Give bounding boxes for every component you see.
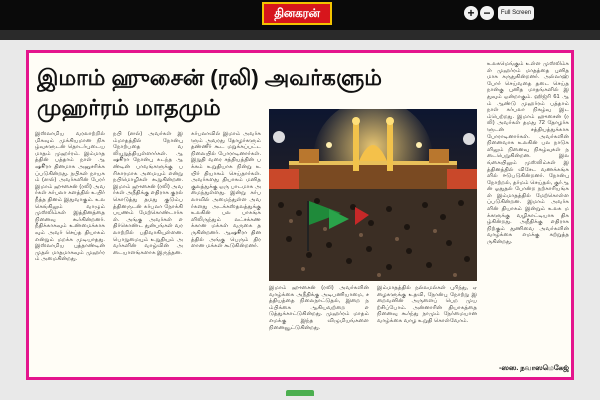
article-column-2: நபி (ஸல்) அவர்கள் இம்மாதத்தில் நோன்பு நோற்பதை வலியுறுத்தியுள்ளார்கள். ஆஷூரா நோன்பு கடந்த ஆண்டின் பாவங்களுக்கு பரிகாரமாக அமையும் என்று நபிமொழிகள் கூறுகின்றன. இமாம் ஹுசைன் (ரலி) அவர்கள் அநீதிக்கு எதிராக குரல் கொடுத்து தமது குடும்பத்தினருடன் கர்பலா நோக்கி பயணம் மேற்கொண்டார்கள். அங்கு அவர்கள் எதிர்கொண்ட துன்பங்கள் வரலாற்றில் பதிவாகியுள்ளன. பொறுமையும் உறுதியும் அவர்களின் வாழ்வின் அடையாளங்களாக இருந்தன. (113, 131, 183, 256)
zoom-in-button[interactable]: + (464, 6, 478, 20)
zoom-out-button[interactable]: − (480, 6, 494, 20)
article-column-4: இமாம் ஹுசைன் (ரலி) அவர்களின் வாழ்க்கை அநீதிக்கு அடிபணியாமை, சத்தியத்தை நிலைநாட்டுதல், இறை நம்பிக்கை ஆகியவற்றை எடுத்துக்காட்டுகின்றது. முஹர்ரம் மாதம் எமக்கு இந்த விழுமியங்களை நினைவூட்டுகின்றது. (269, 285, 369, 331)
article-column-6: உலகமெங்கும் உள்ள முஸ்லிம்கள் முஹர்ரம் மாதத்தை புனிதமாக கருதுகின்றனர். அல்லாஹ் போர் செய்வதை தடை செய்த நான்கு புனித மாதங்களில் இதுவும் ஒன்றாகும். ஹிஜ்ரி 61 ஆம் ஆண்டு முஹர்ரம் பத்தாம் நாள் கர்பலா நிகழ்வு இடம்பெற்றது. இமாம் ஹுசைன் (ரலி) அவர்கள் தமது 72 தோழர்களுடன் சத்தியத்துக்காக போராடினார்கள். அவர்களின் நினைவாக உலகின் பல நாடுகளிலும் நினைவு நிகழ்வுகள் நடைபெறுகின்றன. இலங்கையிலும் முஸ்லிம்கள் இத்தினத்தில் விசேட வணக்கங்களில் ஈடுபடுகின்றனர். நோன்பு நோற்றல், தர்மம் செய்தல், குர்ஆன் ஓதுதல் போன்ற நற்காரியங்கள் இம்மாதத்தில் மேற்கொள்ளப்படுகின்றன. இமாம் அவர்களின் தியாகம் இன்றும் உலக மக்களுக்கு வழிகாட்டியாக திகழ்கின்றது. அநீதிக்கு எதிராக நிற்கும் துணிவை அவர்களின் வாழ்க்கை எமக்கு கற்றுத்தருகின்றது. (487, 61, 569, 246)
newspaper-logo[interactable]: தினகரன் (262, 2, 332, 25)
article-clipping (26, 50, 574, 380)
viewer-toolbar (0, 0, 600, 30)
author-byline: -ஸஸ. நவாஸமெகேஜ் (499, 365, 569, 372)
article-column-5: இம்மாதத்தில் நல்லமல்கள் புரிந்து, ஏழைகளுக்கு உதவி, நோன்பு நோற்று இறைவனின் அருளைப் பெற முயற்சிப்போம். அன்னாரின் தியாகத்தை நினைவு கூர்ந்து நாமும் நேர்மையான வாழ்க்கை வாழ உறுதி கொள்வோம். (377, 285, 477, 324)
viewer-subbar (0, 30, 600, 40)
page-scroll-handle[interactable] (286, 390, 314, 396)
headline-line-2: முஹர்ரம் மாதமும் (37, 95, 221, 120)
article-column-3: கர்பலாவில் இமாம் அவர்களும் அவரது தோழர்களும் தண்ணீர் கூட மறுக்கப்பட்ட நிலையில் போராடினார்கள். இறுதி வரை சத்தியத்தின் பக்கம் உறுதியாக நின்று உயிர் தியாகம் செய்தார்கள். அவர்களது தியாகம் மனித குலத்துக்கு ஒரு பாடமாக அமைந்துள்ளது. இன்று கர்பலாவில் அமைந்துள்ள அவர்களது அடக்கஸ்தலத்துக்கு உலகின் பல பாகங்களிலிருந்தும் லட்சக்கணக்கான மக்கள் வருகை தருகின்றனர். ஆஷூரா தினத்தில் அங்கு பெரும் திரளான மக்கள் கூடுகின்றனர். (191, 131, 261, 250)
headline-line-1: இமாம் ஹுசைன் (ரலி) அவர்களும் (37, 65, 382, 90)
shrine-crowd-photo (269, 109, 477, 281)
article-column-1: இஸ்லாமிய வரலாற்றில் மிகவும் முக்கியமான நிகழ்வுகளுடன் தொடர்புடைய மாதம் முஹர்ரம். இம்மாதத்தின் பத்தாம் நாள் ஆஷூரா தினமாக அனுசரிக்கப்படுகின்றது. நபிகள் நாயகம் (ஸல்) அவர்களின் பேரர் இமாம் ஹுசைன் (ரலி) அவர்கள் கர்பலா களத்தில் உயிர் நீத்த தினம் இதுவாகும். உலகெங்கிலும் வாழும் முஸ்லிம்கள் இத்தினத்தை நினைவு கூர்கின்றனர். நீதிக்காகவும் உண்மைக்காகவும் அவர் செய்த தியாகம் என்றும் மறக்க முடியாதது. இஸ்லாமிய புத்தாண்டின் முதல் மாதமாகவும் முஹர்ரம் அமைகின்றது. (35, 131, 105, 263)
full-screen-button[interactable]: Full Screen (498, 6, 534, 20)
